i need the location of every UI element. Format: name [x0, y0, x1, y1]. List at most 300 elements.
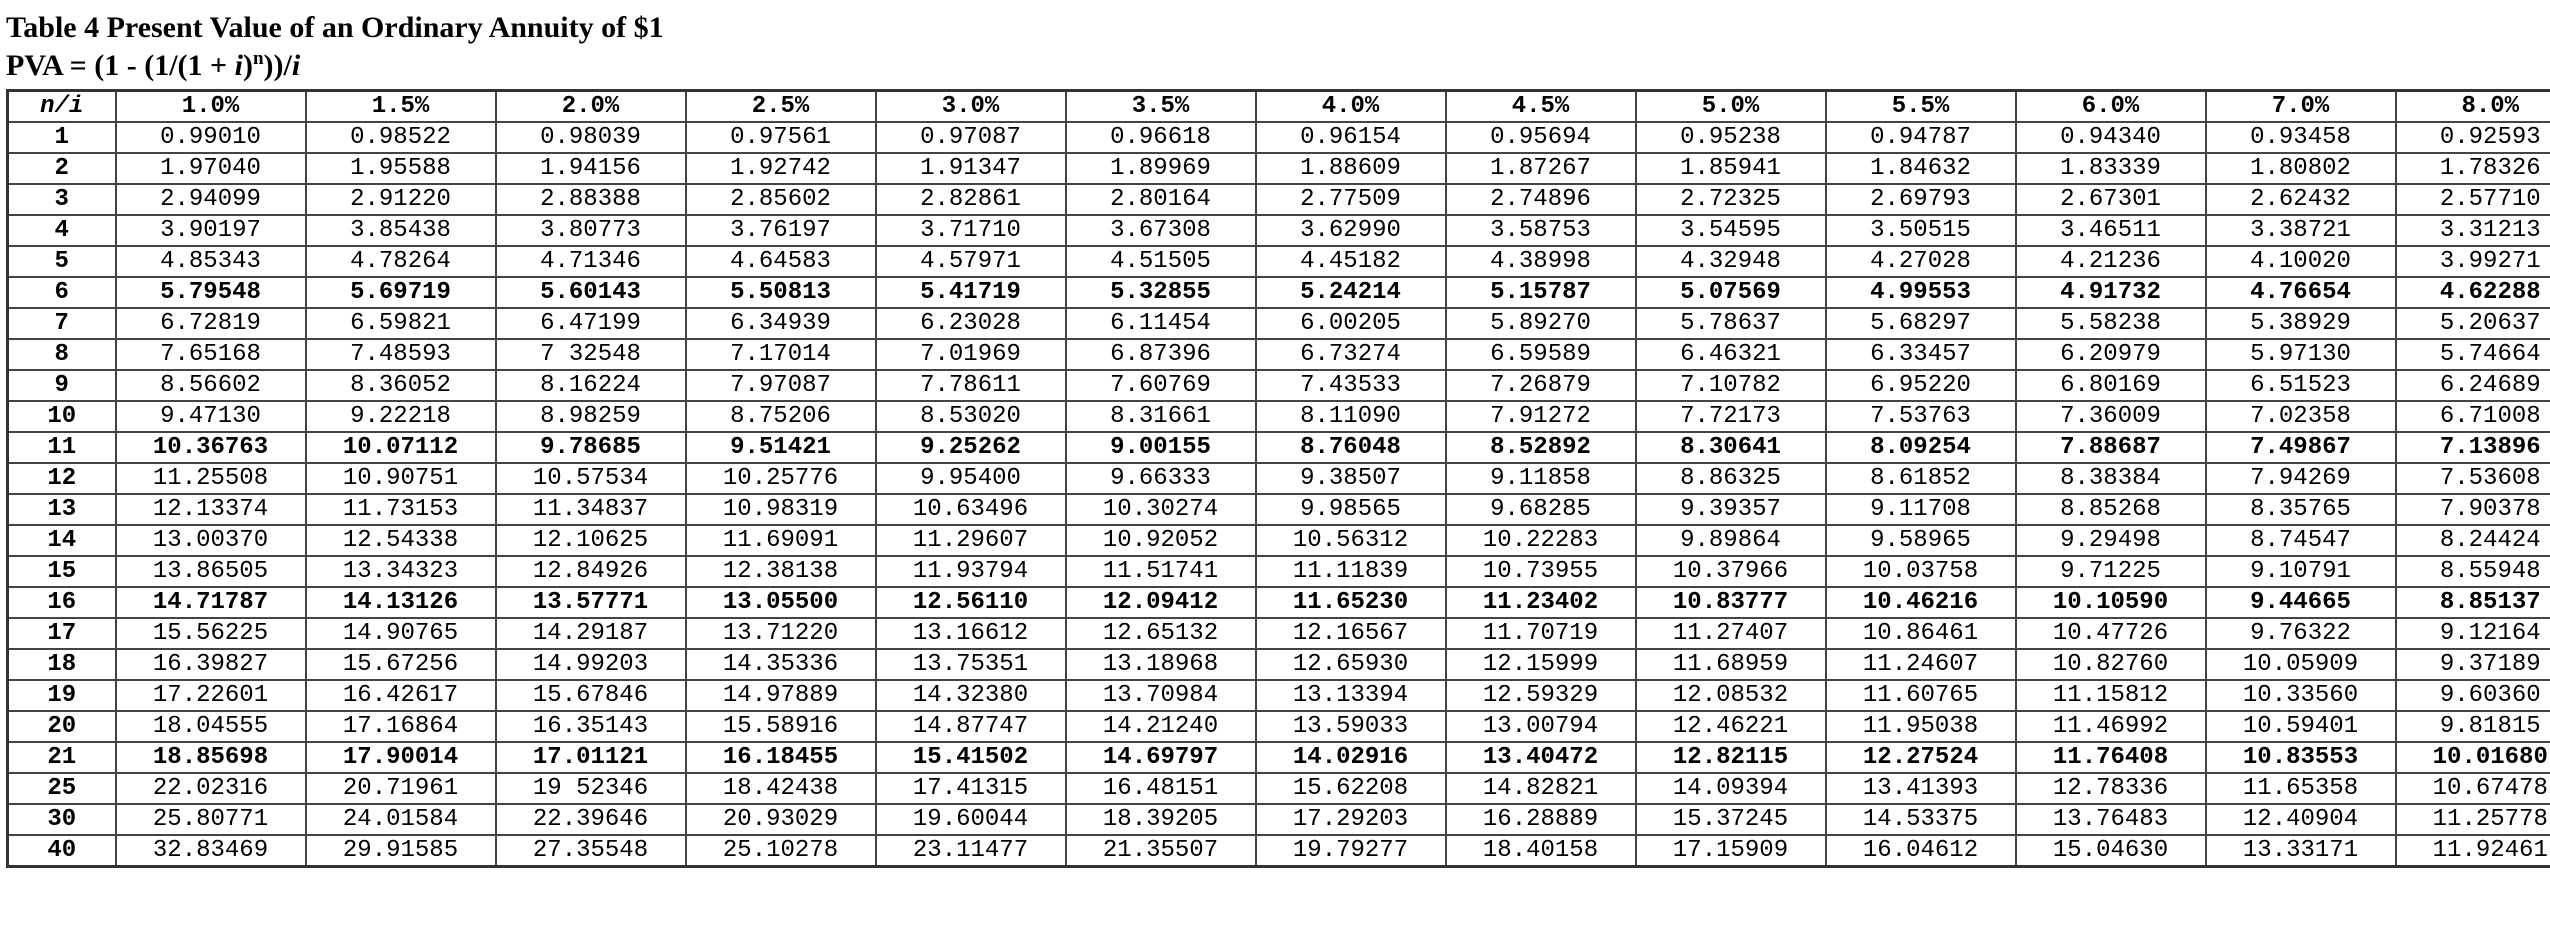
- value-cell: 5.89270: [1446, 308, 1636, 339]
- value-cell: 13.18968: [1066, 649, 1256, 680]
- period-cell: 14: [8, 525, 116, 556]
- value-cell: 5.97130: [2206, 339, 2396, 370]
- value-cell: 9.76322: [2206, 618, 2396, 649]
- value-cell: 6.51523: [2206, 370, 2396, 401]
- table-header-row: [8, 91, 2550, 123]
- value-cell: 24.01584: [306, 804, 496, 835]
- table-row: [8, 463, 2550, 494]
- value-cell: 7 32548: [496, 339, 686, 370]
- table-row: [8, 587, 2550, 618]
- value-cell: 11.70719: [1446, 618, 1636, 649]
- table-row: [8, 401, 2550, 432]
- value-cell: 5.15787: [1446, 277, 1636, 308]
- value-cell: 1.84632: [1826, 153, 2016, 184]
- value-cell: 11.25508: [116, 463, 306, 494]
- table-row: [8, 618, 2550, 649]
- value-cell: 3.80773: [496, 215, 686, 246]
- table-row: [8, 711, 2550, 742]
- value-cell: 7.17014: [686, 339, 876, 370]
- table-viewport: [6, 89, 2550, 939]
- period-cell: 1: [8, 122, 116, 153]
- value-cell: 12.56110: [876, 587, 1066, 618]
- value-cell: 8.61852: [1826, 463, 2016, 494]
- value-cell: 11.76408: [2016, 742, 2206, 773]
- value-cell: 3.31213: [2396, 215, 2550, 246]
- value-cell: 7.78611: [876, 370, 1066, 401]
- value-cell: 9.60360: [2396, 680, 2550, 711]
- value-cell: 9.11858: [1446, 463, 1636, 494]
- value-cell: 9.37189: [2396, 649, 2550, 680]
- value-cell: 3.85438: [306, 215, 496, 246]
- value-cell: 3.58753: [1446, 215, 1636, 246]
- value-cell: 7.13896: [2396, 432, 2550, 463]
- value-cell: 2.72325: [1636, 184, 1826, 215]
- value-cell: 8.35765: [2206, 494, 2396, 525]
- value-cell: 0.94340: [2016, 122, 2206, 153]
- value-cell: 5.41719: [876, 277, 1066, 308]
- value-cell: 1.94156: [496, 153, 686, 184]
- value-cell: 9.47130: [116, 401, 306, 432]
- value-cell: 16.04612: [1826, 835, 2016, 867]
- value-cell: 15.58916: [686, 711, 876, 742]
- value-cell: 9.95400: [876, 463, 1066, 494]
- value-cell: 15.04630: [2016, 835, 2206, 867]
- period-cell: 25: [8, 773, 116, 804]
- value-cell: 7.36009: [2016, 401, 2206, 432]
- value-cell: 25.80771: [116, 804, 306, 835]
- value-cell: 2.85602: [686, 184, 876, 215]
- value-cell: 7.26879: [1446, 370, 1636, 401]
- value-cell: 11.29607: [876, 525, 1066, 556]
- value-cell: 11.68959: [1636, 649, 1826, 680]
- value-cell: 18.42438: [686, 773, 876, 804]
- value-cell: 9.10791: [2206, 556, 2396, 587]
- value-cell: 12.08532: [1636, 680, 1826, 711]
- value-cell: 1.91347: [876, 153, 1066, 184]
- value-cell: 9.25262: [876, 432, 1066, 463]
- value-cell: 12.65930: [1256, 649, 1446, 680]
- value-cell: 6.47199: [496, 308, 686, 339]
- table-row: [8, 122, 2550, 153]
- value-cell: 7.10782: [1636, 370, 1826, 401]
- value-cell: 9.68285: [1446, 494, 1636, 525]
- value-cell: 3.62990: [1256, 215, 1446, 246]
- table-row: [8, 277, 2550, 308]
- value-cell: 2.62432: [2206, 184, 2396, 215]
- value-cell: 4.71346: [496, 246, 686, 277]
- value-cell: 8.24424: [2396, 525, 2550, 556]
- table-row: [8, 556, 2550, 587]
- value-cell: 8.30641: [1636, 432, 1826, 463]
- period-cell: 17: [8, 618, 116, 649]
- value-cell: 13.40472: [1446, 742, 1636, 773]
- value-cell: 11.34837: [496, 494, 686, 525]
- value-cell: 14.82821: [1446, 773, 1636, 804]
- value-cell: 1.89969: [1066, 153, 1256, 184]
- value-cell: 7.88687: [2016, 432, 2206, 463]
- value-cell: 16.39827: [116, 649, 306, 680]
- value-cell: 1.85941: [1636, 153, 1826, 184]
- table-row: [8, 246, 2550, 277]
- value-cell: 2.82861: [876, 184, 1066, 215]
- corner-header: n/i: [8, 91, 116, 123]
- value-cell: 15.37245: [1636, 804, 1826, 835]
- value-cell: 4.38998: [1446, 246, 1636, 277]
- value-cell: 16.35143: [496, 711, 686, 742]
- value-cell: 12.84926: [496, 556, 686, 587]
- formula-exponent: n: [252, 48, 264, 69]
- value-cell: 5.20637: [2396, 308, 2550, 339]
- value-cell: 3.99271: [2396, 246, 2550, 277]
- value-cell: 11.24607: [1826, 649, 2016, 680]
- value-cell: 0.97561: [686, 122, 876, 153]
- rate-header: 4.5%: [1446, 91, 1636, 123]
- value-cell: 6.11454: [1066, 308, 1256, 339]
- value-cell: 13.76483: [2016, 804, 2206, 835]
- period-cell: 19: [8, 680, 116, 711]
- value-cell: 6.59589: [1446, 339, 1636, 370]
- value-cell: 0.93458: [2206, 122, 2396, 153]
- value-cell: 10.46216: [1826, 587, 2016, 618]
- value-cell: 22.02316: [116, 773, 306, 804]
- value-cell: 14.09394: [1636, 773, 1826, 804]
- value-cell: 11.73153: [306, 494, 496, 525]
- value-cell: 9.00155: [1066, 432, 1256, 463]
- formula-rate-symbol: i: [234, 49, 243, 82]
- value-cell: 7.72173: [1636, 401, 1826, 432]
- value-cell: 12.82115: [1636, 742, 1826, 773]
- value-cell: 13.34323: [306, 556, 496, 587]
- value-cell: 1.95588: [306, 153, 496, 184]
- value-cell: 12.59329: [1446, 680, 1636, 711]
- value-cell: 9.81815: [2396, 711, 2550, 742]
- value-cell: 14.32380: [876, 680, 1066, 711]
- value-cell: 8.09254: [1826, 432, 2016, 463]
- value-cell: 0.95238: [1636, 122, 1826, 153]
- value-cell: 11.93794: [876, 556, 1066, 587]
- value-cell: 4.32948: [1636, 246, 1826, 277]
- rate-header: 1.5%: [306, 91, 496, 123]
- value-cell: 9.12164: [2396, 618, 2550, 649]
- value-cell: 4.51505: [1066, 246, 1256, 277]
- value-cell: 13.59033: [1256, 711, 1446, 742]
- value-cell: 8.74547: [2206, 525, 2396, 556]
- value-cell: 11.65358: [2206, 773, 2396, 804]
- value-cell: 8.53020: [876, 401, 1066, 432]
- value-cell: 2.67301: [2016, 184, 2206, 215]
- table-row: [8, 680, 2550, 711]
- table-row: [8, 742, 2550, 773]
- value-cell: 8.11090: [1256, 401, 1446, 432]
- table-row: [8, 339, 2550, 370]
- value-cell: 6.46321: [1636, 339, 1826, 370]
- value-cell: 8.85268: [2016, 494, 2206, 525]
- period-cell: 5: [8, 246, 116, 277]
- value-cell: 15.67846: [496, 680, 686, 711]
- value-cell: 19.79277: [1256, 835, 1446, 867]
- value-cell: 13.70984: [1066, 680, 1256, 711]
- value-cell: 0.96618: [1066, 122, 1256, 153]
- value-cell: 7.53763: [1826, 401, 2016, 432]
- table-body: [8, 122, 2550, 867]
- value-cell: 9.66333: [1066, 463, 1256, 494]
- value-cell: 8.52892: [1446, 432, 1636, 463]
- value-cell: 14.97889: [686, 680, 876, 711]
- value-cell: 14.35336: [686, 649, 876, 680]
- table-row: [8, 432, 2550, 463]
- value-cell: 4.91732: [2016, 277, 2206, 308]
- value-cell: 6.23028: [876, 308, 1066, 339]
- value-cell: 11.46992: [2016, 711, 2206, 742]
- value-cell: 15.67256: [306, 649, 496, 680]
- value-cell: 10.01680: [2396, 742, 2550, 773]
- value-cell: 13.16612: [876, 618, 1066, 649]
- value-cell: 15.56225: [116, 618, 306, 649]
- value-cell: 14.71787: [116, 587, 306, 618]
- period-cell: 4: [8, 215, 116, 246]
- value-cell: 5.79548: [116, 277, 306, 308]
- value-cell: 5.24214: [1256, 277, 1446, 308]
- value-cell: 14.02916: [1256, 742, 1446, 773]
- value-cell: 9.71225: [2016, 556, 2206, 587]
- value-cell: 7.60769: [1066, 370, 1256, 401]
- rate-header: 1.0%: [116, 91, 306, 123]
- value-cell: 1.97040: [116, 153, 306, 184]
- value-cell: 5.74664: [2396, 339, 2550, 370]
- value-cell: 10.36763: [116, 432, 306, 463]
- value-cell: 7.49867: [2206, 432, 2396, 463]
- value-cell: 7.65168: [116, 339, 306, 370]
- annuity-table: [6, 89, 2550, 868]
- value-cell: 6.87396: [1066, 339, 1256, 370]
- value-cell: 19.60044: [876, 804, 1066, 835]
- value-cell: 2.69793: [1826, 184, 2016, 215]
- value-cell: 7.90378: [2396, 494, 2550, 525]
- value-cell: 9.22218: [306, 401, 496, 432]
- value-cell: 4.78264: [306, 246, 496, 277]
- value-cell: 0.97087: [876, 122, 1066, 153]
- value-cell: 23.11477: [876, 835, 1066, 867]
- value-cell: 11.95038: [1826, 711, 2016, 742]
- value-cell: 8.55948: [2396, 556, 2550, 587]
- value-cell: 4.76654: [2206, 277, 2396, 308]
- value-cell: 0.99010: [116, 122, 306, 153]
- value-cell: 3.67308: [1066, 215, 1256, 246]
- value-cell: 6.00205: [1256, 308, 1446, 339]
- value-cell: 4.62288: [2396, 277, 2550, 308]
- value-cell: 2.77509: [1256, 184, 1446, 215]
- value-cell: 8.36052: [306, 370, 496, 401]
- formula-close-paren: ): [242, 49, 253, 82]
- value-cell: 3.46511: [2016, 215, 2206, 246]
- value-cell: 17.01121: [496, 742, 686, 773]
- value-cell: 1.80802: [2206, 153, 2396, 184]
- table-row: [8, 804, 2550, 835]
- value-cell: 9.98565: [1256, 494, 1446, 525]
- value-cell: 0.92593: [2396, 122, 2550, 153]
- value-cell: 2.74896: [1446, 184, 1636, 215]
- value-cell: 10.05909: [2206, 649, 2396, 680]
- value-cell: 10.47726: [2016, 618, 2206, 649]
- value-cell: 6.95220: [1826, 370, 2016, 401]
- value-cell: 8.86325: [1636, 463, 1826, 494]
- value-cell: 0.96154: [1256, 122, 1446, 153]
- value-cell: 9.39357: [1636, 494, 1826, 525]
- value-cell: 6.59821: [306, 308, 496, 339]
- value-cell: 3.71710: [876, 215, 1066, 246]
- rate-header: 7.0%: [2206, 91, 2396, 123]
- value-cell: 13.33171: [2206, 835, 2396, 867]
- period-cell: 16: [8, 587, 116, 618]
- value-cell: 13.13394: [1256, 680, 1446, 711]
- value-cell: 11.11839: [1256, 556, 1446, 587]
- value-cell: 4.64583: [686, 246, 876, 277]
- value-cell: 12.09412: [1066, 587, 1256, 618]
- value-cell: 7.94269: [2206, 463, 2396, 494]
- value-cell: 9.89864: [1636, 525, 1826, 556]
- value-cell: 18.04555: [116, 711, 306, 742]
- value-cell: 7.43533: [1256, 370, 1446, 401]
- rate-header: 8.0%: [2396, 91, 2550, 123]
- value-cell: 20.71961: [306, 773, 496, 804]
- value-cell: 7.97087: [686, 370, 876, 401]
- value-cell: 10.92052: [1066, 525, 1256, 556]
- rate-header: 4.0%: [1256, 91, 1446, 123]
- value-cell: 10.30274: [1066, 494, 1256, 525]
- value-cell: 2.57710: [2396, 184, 2550, 215]
- value-cell: 10.56312: [1256, 525, 1446, 556]
- value-cell: 10.10590: [2016, 587, 2206, 618]
- value-cell: 32.83469: [116, 835, 306, 867]
- value-cell: 21.35507: [1066, 835, 1256, 867]
- value-cell: 11.65230: [1256, 587, 1446, 618]
- value-cell: 6.24689: [2396, 370, 2550, 401]
- value-cell: 12.15999: [1446, 649, 1636, 680]
- value-cell: 5.50813: [686, 277, 876, 308]
- value-cell: 17.41315: [876, 773, 1066, 804]
- value-cell: 10.63496: [876, 494, 1066, 525]
- value-cell: 5.60143: [496, 277, 686, 308]
- value-cell: 4.99553: [1826, 277, 2016, 308]
- value-cell: 1.92742: [686, 153, 876, 184]
- value-cell: 11.25778: [2396, 804, 2550, 835]
- value-cell: 14.21240: [1066, 711, 1256, 742]
- value-cell: 6.20979: [2016, 339, 2206, 370]
- value-cell: 10.37966: [1636, 556, 1826, 587]
- value-cell: 1.88609: [1256, 153, 1446, 184]
- value-cell: 8.85137: [2396, 587, 2550, 618]
- period-cell: 8: [8, 339, 116, 370]
- value-cell: 16.18455: [686, 742, 876, 773]
- period-cell: 3: [8, 184, 116, 215]
- value-cell: 25.10278: [686, 835, 876, 867]
- value-cell: 10.07112: [306, 432, 496, 463]
- value-cell: 6.34939: [686, 308, 876, 339]
- value-cell: 14.29187: [496, 618, 686, 649]
- value-cell: 20.93029: [686, 804, 876, 835]
- value-cell: 2.94099: [116, 184, 306, 215]
- value-cell: 6.80169: [2016, 370, 2206, 401]
- table-title: Table 4 Present Value of an Ordinary Annuity of $1: [6, 11, 664, 44]
- value-cell: 4.21236: [2016, 246, 2206, 277]
- value-cell: 8.16224: [496, 370, 686, 401]
- period-cell: 11: [8, 432, 116, 463]
- table-row: [8, 153, 2550, 184]
- value-cell: 5.07569: [1636, 277, 1826, 308]
- value-cell: 15.62208: [1256, 773, 1446, 804]
- value-cell: 12.54338: [306, 525, 496, 556]
- period-cell: 40: [8, 835, 116, 867]
- value-cell: 11.69091: [686, 525, 876, 556]
- table-row: [8, 308, 2550, 339]
- table-row: [8, 215, 2550, 246]
- table-row: [8, 370, 2550, 401]
- value-cell: 13.86505: [116, 556, 306, 587]
- value-cell: 12.46221: [1636, 711, 1826, 742]
- value-cell: 13.75351: [876, 649, 1066, 680]
- value-cell: 5.78637: [1636, 308, 1826, 339]
- value-cell: 22.39646: [496, 804, 686, 835]
- value-cell: 10.25776: [686, 463, 876, 494]
- value-cell: 3.54595: [1636, 215, 1826, 246]
- value-cell: 5.69719: [306, 277, 496, 308]
- period-cell: 2: [8, 153, 116, 184]
- table-row: [8, 184, 2550, 215]
- value-cell: 0.98039: [496, 122, 686, 153]
- rate-header: 3.5%: [1066, 91, 1256, 123]
- value-cell: 16.48151: [1066, 773, 1256, 804]
- formula-suffix: ))/: [263, 49, 292, 82]
- period-cell: 15: [8, 556, 116, 587]
- table-row: [8, 494, 2550, 525]
- table-row: [8, 649, 2550, 680]
- period-cell: 12: [8, 463, 116, 494]
- value-cell: 12.13374: [116, 494, 306, 525]
- value-cell: 13.71220: [686, 618, 876, 649]
- value-cell: 16.42617: [306, 680, 496, 711]
- value-cell: 15.41502: [876, 742, 1066, 773]
- period-cell: 9: [8, 370, 116, 401]
- value-cell: 4.27028: [1826, 246, 2016, 277]
- value-cell: 10.57534: [496, 463, 686, 494]
- formula-prefix: PVA = (1 - (1/(1 +: [6, 49, 235, 82]
- value-cell: 9.78685: [496, 432, 686, 463]
- value-cell: 4.10020: [2206, 246, 2396, 277]
- value-cell: 13.41393: [1826, 773, 2016, 804]
- value-cell: 9.51421: [686, 432, 876, 463]
- period-cell: 21: [8, 742, 116, 773]
- value-cell: 5.32855: [1066, 277, 1256, 308]
- value-cell: 10.83777: [1636, 587, 1826, 618]
- value-cell: 8.75206: [686, 401, 876, 432]
- value-cell: 13.00794: [1446, 711, 1636, 742]
- period-cell: 13: [8, 494, 116, 525]
- value-cell: 7.02358: [2206, 401, 2396, 432]
- value-cell: 3.50515: [1826, 215, 2016, 246]
- value-cell: 3.76197: [686, 215, 876, 246]
- value-cell: 5.38929: [2206, 308, 2396, 339]
- rate-header: 2.5%: [686, 91, 876, 123]
- value-cell: 8.98259: [496, 401, 686, 432]
- value-cell: 2.88388: [496, 184, 686, 215]
- value-cell: 3.38721: [2206, 215, 2396, 246]
- table-row: [8, 835, 2550, 867]
- value-cell: 11.51741: [1066, 556, 1256, 587]
- period-cell: 20: [8, 711, 116, 742]
- value-cell: 17.22601: [116, 680, 306, 711]
- value-cell: 27.35548: [496, 835, 686, 867]
- value-cell: 11.23402: [1446, 587, 1636, 618]
